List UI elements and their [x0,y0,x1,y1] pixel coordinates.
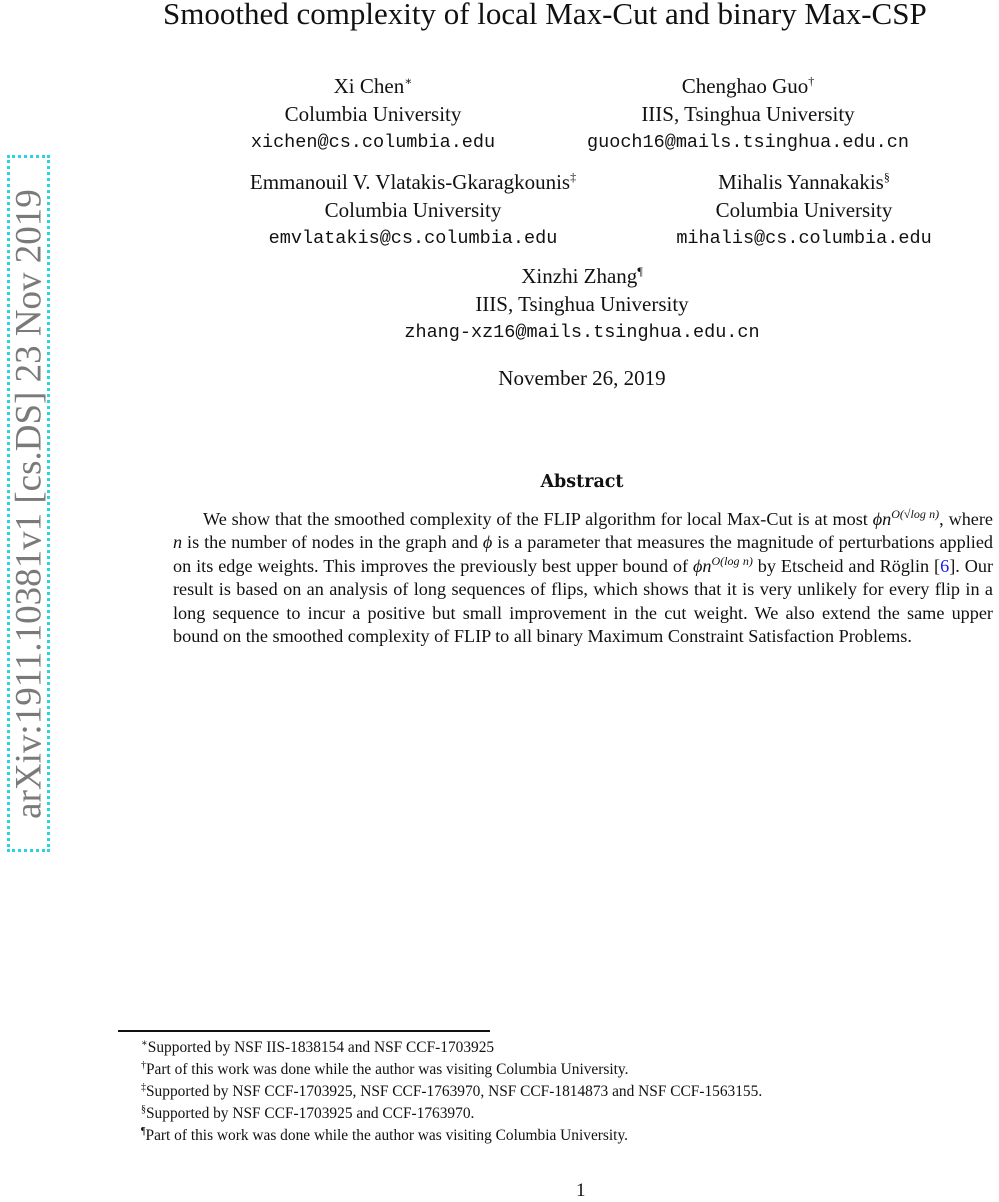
author-block [372,262,792,348]
arxiv-stamp [7,155,50,852]
author-block [594,168,999,254]
abstract-text: We show that the smoothed complexity of the FLIP algorithm for local Max-Cut is at most [203,509,873,529]
math: ϕn [692,555,712,576]
abstract-heading: Abstract [540,472,624,492]
abstract-text: is a parameter that measures the magnitude of perturbations applied on its edge weights. This improves the previously best upper bound of [173,532,993,576]
footnote: ¶Part of this work was done while the author was visiting Columbia University. [141,1125,628,1144]
footnote: †Part of this work was done while the author was visiting Columbia University. [141,1059,629,1078]
footnote-rule [118,1030,490,1032]
author-block [163,72,583,158]
abstract-body [173,508,993,648]
citation-link[interactable]: 6 [940,555,950,576]
abstract-text: by Etscheid and Röglin [ [752,555,941,576]
author-email[interactable]: emvlatakis@cs.columbia.edu [268,228,558,249]
math-exponent: O(log n) [711,553,753,568]
footnote-mark: § [883,170,890,184]
author-affiliation: Columbia University [324,198,502,222]
author-block [203,168,623,254]
footnote: ‡Supported by NSF CCF-1703925, NSF CCF-1763970, NSF CCF-1814873 and NSF CCF-1563155. [141,1081,763,1100]
math: n [173,532,183,553]
footnote: ∗Supported by NSF IIS-1838154 and NSF CCF-1703925 [141,1037,495,1056]
author-name: Xi Chen [333,74,405,98]
math: ϕ [482,532,493,553]
footnote-mark: ‡ [570,170,577,184]
author-name: Xinzhi Zhang [521,264,638,288]
author-affiliation: Columbia University [715,198,893,222]
author-email[interactable]: mihalis@cs.columbia.edu [676,228,932,249]
footnote: §Supported by NSF CCF-1703925 and CCF-1763970. [141,1103,475,1122]
author-affiliation: IIIS, Tsinghua University [475,292,689,316]
math-exponent: O(√log n) [891,506,940,521]
author-name: Emmanouil V. Vlatakis-Gkaragkounis [249,170,571,194]
author-name: Chenghao Guo [681,74,809,98]
author-affiliation: Columbia University [284,102,462,126]
author-affiliation: IIIS, Tsinghua University [641,102,855,126]
abstract-text: is the number of nodes in the graph and [182,532,483,553]
footnotes [141,1037,762,1147]
footnote-mark: ∗ [404,74,413,88]
abstract-text: ]. Our result is based on an analysis of long sequences of flips, which shows that it is very unlikely for every flip in a long sequence to incur a positive but small improvement in the cut weight. We also extend the same upper bound on the smoothed complexity of FLIP to all binary Maximum Constraint Satisfaction Problems. [173,555,993,647]
author-block [538,72,958,158]
author-email[interactable]: guoch16@mails.tsinghua.edu.cn [587,132,909,153]
paper-title: Smoothed complexity of local Max-Cut and binary Max-CSP [163,0,927,31]
footnote-mark: † [808,74,815,88]
math: ϕn [872,509,892,529]
author-email[interactable]: zhang-xz16@mails.tsinghua.edu.cn [404,322,760,343]
author-name: Mihalis Yannakakis [718,170,884,194]
abstract-text: , where [939,509,993,529]
footnote-mark: ¶ [637,264,643,278]
page-number: 1 [576,1180,586,1201]
paper-date: November 26, 2019 [498,366,666,390]
arxiv-stamp-text: arXiv:1911.10381v1 [cs.DS] 23 Nov 2019 [8,188,49,819]
author-email[interactable]: xichen@cs.columbia.edu [250,132,496,153]
